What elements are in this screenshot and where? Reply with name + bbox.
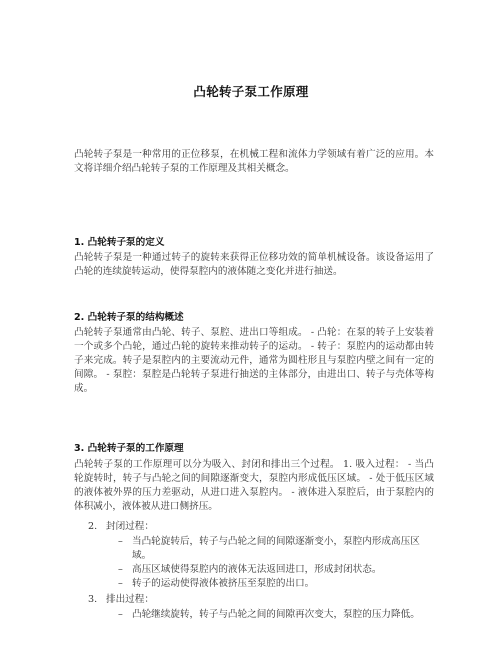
section-2-heading: 2. 凸轮转子泵的结构概述	[74, 312, 184, 323]
process-step-list	[88, 520, 434, 624]
section-1-heading: 1. 凸轮转子泵的定义	[74, 237, 165, 248]
list-item-text: 当凸轮旋转后，转子与凸轮之间的间隙逐渐变小，泵腔内形成高压区域。	[132, 536, 420, 561]
step-closing-bullets	[106, 535, 434, 591]
dash-bullet-icon: –	[118, 564, 123, 575]
step-number: 2.	[88, 521, 98, 532]
section-3-body: 凸轮转子泵的工作原理可以分为吸入、封闭和排出三个过程。 1. 吸入过程： - 当凸轮旋转时，转子与凸轮之间的间隙逐渐变大，泵腔内形成低压区域。 - 处于低压区域的液体被外界的压力差驱动，从进口进入泵腔内。 - 液体进入泵腔后，由于泵腔内的体积减小，液体被从进口侧挤压。	[74, 459, 434, 512]
section-2-body: 凸轮转子泵通常由凸轮、转子、泵腔、进出口等组成。 - 凸轮：在泵的转子上安装着一个或多个凸轮，通过凸轮的旋转来推动转子的运动。 - 转子：泵腔内的运动都由转子来完成。转子是泵腔内的主要流动元件，通常为圆柱形且与泵腔内壁之间有一定的间隙。 - 泵腔：泵腔是凸轮转子泵进行抽送的主体部分，由进出口、转子与壳体等构成。	[74, 327, 434, 394]
list-item	[106, 563, 434, 577]
document-title: 凸轮转子泵工作原理	[193, 84, 309, 99]
step-label: 排出过程：	[106, 594, 154, 605]
list-item-text: 凸轮继续旋转，转子与凸轮之间的间隙再次变大，泵腔的压力降低。	[132, 609, 420, 620]
dash-bullet-icon: –	[118, 578, 123, 589]
list-item-text: 转子的运动使得液体被挤压至泵腔的出口。	[132, 578, 315, 589]
dash-bullet-icon: –	[118, 609, 123, 620]
step-discharge	[88, 593, 434, 622]
step-discharge-bullets	[106, 608, 434, 622]
list-item	[106, 608, 434, 622]
list-item	[106, 577, 434, 591]
list-item-text: 高压区域使得泵腔内的液体无法返回进口，形成封闭状态。	[132, 564, 382, 575]
step-closing	[88, 520, 434, 591]
section-1-body: 凸轮转子泵是一种通过转子的旋转来获得正位移功效的简单机械设备。该设备运用了凸轮的连续旋转运动，使得泵腔内的液体随之变化并进行抽送。	[74, 252, 434, 277]
intro-paragraph: 凸轮转子泵是一种常用的正位移泵，在机械工程和流体力学领域有着广泛的应用。本文将详细介绍凸轮转子泵的工作原理及其相关概念。	[74, 149, 434, 174]
step-number: 3.	[88, 594, 98, 605]
step-label: 封闭过程：	[106, 521, 154, 532]
dash-bullet-icon: –	[118, 536, 123, 547]
section-3-heading: 3. 凸轮转子泵的工作原理	[74, 443, 184, 454]
list-item	[106, 535, 434, 563]
